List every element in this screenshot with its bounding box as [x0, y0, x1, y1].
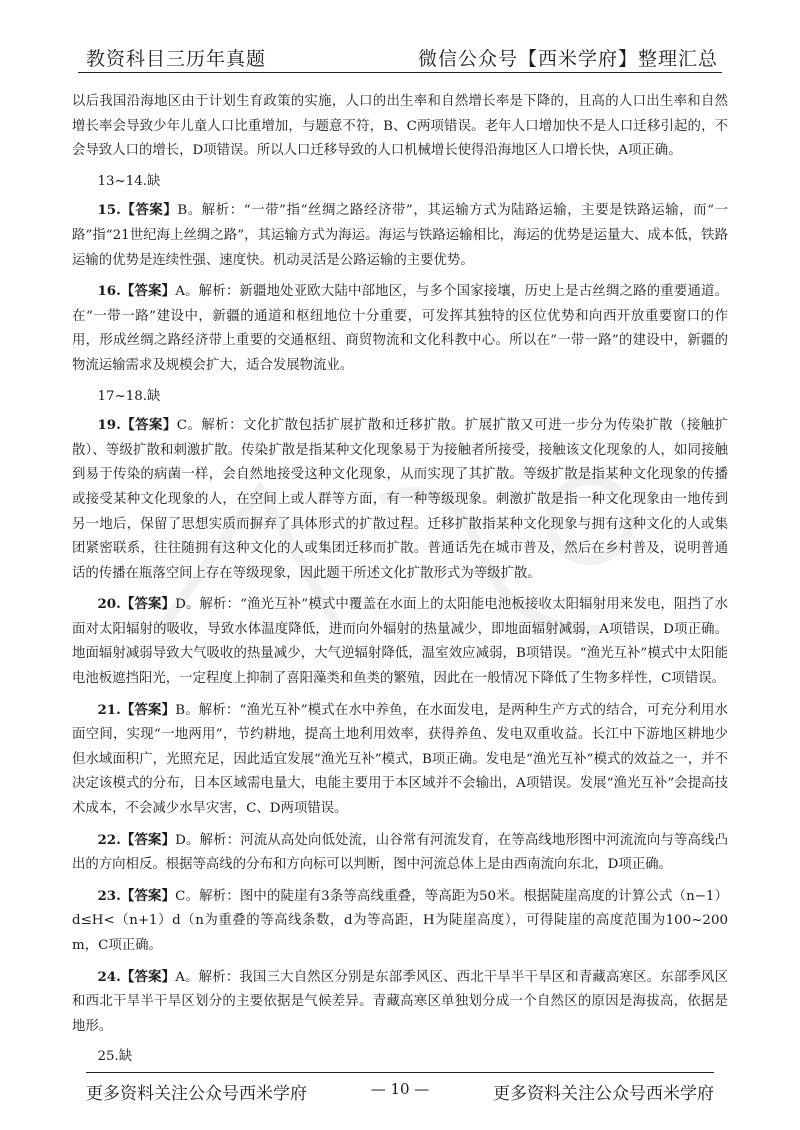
answer-21: 21.【答案】B。解析：“渔光互补”模式在水中养鱼，在水面发电，是两种生产方式的结合，可充分利用水面空间，实现“一地两用”，节约耕地，提高土地利用效率，获得养鱼、发电双重收益。长江中下游地区耕地少但水域面积广，光照充足，因此适宜发展“渔光互补”模式，B项正确。发电是“渔光互补”模式的效益之一，并不决定该模式的分布，日本区域需电量大，电能主要用于本区域并不会输出，A项错误。发展“渔光互补”会提高技术成本，不会减少水旱灾害，C、D两项错误。	[72, 701, 729, 817]
page-footer	[86, 1072, 714, 1103]
answer-22: 22.【答案】D。解析：河流从高处向低处流，山谷常有河流发育，在等高线地形图中河流流向与等高线凸出的方向相反。根据等高线的分布和方向标可以判断，图中河流总体上是由西南流向东北，D项正确。	[72, 831, 729, 873]
footer-left-note: 更多资料关注公众号西米学府	[86, 1084, 307, 1104]
header-source: 微信公众号【西米学府】整理汇总	[417, 48, 718, 70]
paragraph-missing-13-14: 13~14.缺	[97, 173, 161, 189]
page-header	[78, 40, 722, 73]
paragraph-continuation: 以后我国沿海地区由于计划生育政策的实施，人口的出生率和自然增长率是下降的，且高的人口出生率和自然增长率会导致少年儿童人口比重增加，与题意不符，B、C两项错误。老年人口增加快不是人口迁移引起的，不会导致人口的增长，D项错误。所以人口迁移导致的人口机械增长使得沿海地区人口增长快，A项正确。	[72, 94, 728, 159]
header-title: 教资科目三历年真题	[86, 48, 267, 70]
answer-16: 16.【答案】A。解析：新疆地处亚欧大陆中部地区，与多个国家接壤，历史上是古丝绸之路的重要通道。在“一带一路”建设中，新疆的通道和枢纽地位十分重要，可发挥其独特的区位优势和向西开放重要窗口的作用，形成丝绸之路经济带上重要的交通枢纽、商贸物流和文化科教中心。所以在“一带一路”的建设中，新疆的物流运输需求及规模会扩大，适合发展物流业。	[72, 283, 729, 373]
answer-23: 23.【答案】C。解析：图中的陡崖有3条等高线重叠，等高距为50米。根据陡崖高度的计算公式（n−1）d≤H<（n+1）d（n为重叠的等高线条数，d为等高距，H为陡崖高度），可得陡崖的高度范围为100~200 m，C项正确。	[72, 887, 729, 953]
footer-right-note: 更多资料关注公众号西米学府	[493, 1084, 714, 1104]
page-number: — 10 —	[370, 1080, 430, 1098]
paragraph-missing-25: 25.缺	[97, 1049, 133, 1065]
answer-15: 15.【答案】B。解析：“一带”指“丝绸之路经济带”，其运输方式为陆路运输，主要是铁路运输，而“一路”指“21世纪海上丝绸之路”，其运输方式为海运。海运与铁路运输相比，海运的优势是运量大、成本低，铁路运输的优势是连续性强、速度快。机动灵活是公路运输的主要优势。	[72, 202, 728, 268]
paragraph-missing-17-18: 17~18.缺	[97, 388, 161, 404]
answer-20: 20.【答案】D。解析：“渔光互补”模式中覆盖在水面上的太阳能电池板接收太阳辐射用来发电，阻挡了水面对太阳辐射的吸收，导致水体温度降低，进而向外辐射的热量减少，即地面辐射减弱，A项错误，D项正确。地面辐射减弱导致大气吸收的热量减少，大气逆辐射降低，温室效应减弱，B项错误。“渔光互补”模式中太阳能电池板遮挡阳光，一定程度上抑制了喜阳藻类和鱼类的繁殖，因此在一般情况下降低了生物多样性，C项错误。	[72, 596, 728, 687]
answer-19: 19.【答案】C。解析：文化扩散包括扩展扩散和迁移扩散。扩展扩散又可进一步分为传染扩散（接触扩散）、等级扩散和刺激扩散。传染扩散是指某种文化现象易于为接触者所接受，接触该文化现象的人，如同接触到易于传染的病菌一样，会自然地接受这种文化现象，从而实现了其扩散。等级扩散是指某种文化现象的传播或接受某种文化现象的人，在空间上或人群等方面，有一种等级现象。刺激扩散是指一种文化现象由一地传到另一地后，保留了思想实质而摒弃了具体形式的扩散过程。迁移扩散指某种文化现象与拥有这种文化的人或集团紧密联系，往往随拥有这种文化的人或集团迁移而扩散。普通话先在城市普及，然后在乡村普及，说明普通话的传播在瓶落空间上存在等级现象，因此题干所述文化扩散形式为等级扩散。	[72, 417, 729, 581]
answer-24: 24.【答案】A。解析：我国三大自然区分别是东部季风区、西北干旱半干旱区和青藏高寒区。东部季风区和西北干旱半干旱区划分的主要依据是气候差异。青藏高寒区单独划分成一个自然区的原因是海拔高，依据是地形。	[72, 968, 729, 1034]
answer-explanations	[72, 90, 728, 1074]
